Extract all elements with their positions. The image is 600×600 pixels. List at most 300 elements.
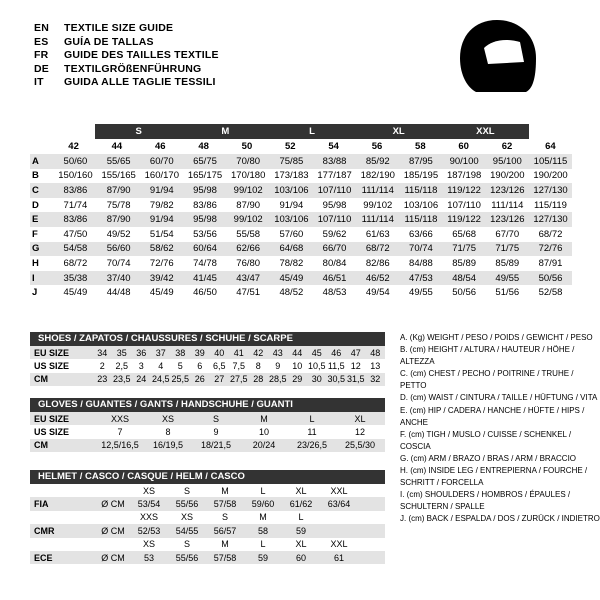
table-cell: M: [259, 512, 267, 523]
table-cell: 63/66: [409, 228, 433, 240]
table-cell: S: [183, 539, 190, 550]
table-cell: XXL: [330, 539, 348, 550]
table-cell: 50/56: [452, 287, 477, 299]
legend-item: B. (cm) HEIGHT / ALTURA / HAUTEUR / HÖHE / ALTEZZA: [400, 345, 575, 367]
language-text: GUIDA ALLE TAGLIE TESSILI: [64, 76, 216, 89]
table-cell: 95/98: [193, 214, 217, 226]
table-cell: 177/187: [317, 170, 352, 182]
table-row: [30, 524, 385, 537]
legend-item: E. (cm) HIP / CADERA / HANCHE / HÜFTE / HIPS / ANCHE: [400, 405, 585, 427]
row-label: ECE: [34, 552, 53, 563]
table-cell: 3: [138, 361, 144, 372]
table-row: [30, 198, 572, 213]
table-cell: 57/58: [213, 552, 237, 563]
shoes-title: SHOES / ZAPATOS / CHAUSSURES / SCHUHE / SCARPE: [30, 332, 385, 346]
table-cell: 44/48: [106, 287, 131, 299]
table-cell: 119/122: [447, 214, 481, 226]
column-header: M: [221, 485, 229, 496]
table-cell: 68/72: [365, 243, 390, 255]
table-cell: 55/56: [175, 499, 199, 510]
table-cell: M: [221, 539, 229, 550]
table-cell: [320, 512, 358, 522]
table-cell: 11,5: [327, 361, 345, 372]
legend-item: F. (cm) TIGH / MUSLO / CUISSE / SCHENKEL / COSCIA: [400, 429, 572, 451]
row-key: I: [32, 272, 35, 284]
table-cell: 35: [116, 347, 127, 358]
table-cell: L: [260, 539, 266, 550]
gloves-table: [30, 398, 385, 452]
language-code: ES: [34, 35, 49, 48]
legend-item: SCHULTERN / SPALLE: [400, 502, 485, 512]
legend-item: D. (cm) WAIST / CINTURA / TAILLE / HÜFTUNG / VITA: [400, 393, 598, 403]
table-cell: 85/89: [452, 257, 477, 269]
table-cell: 27: [214, 374, 225, 385]
table-cell: 43/47: [236, 272, 261, 284]
table-cell: 39/42: [149, 272, 174, 284]
language-row: [34, 63, 374, 77]
table-cell: 13: [370, 361, 381, 372]
table-cell: 5: [177, 361, 183, 372]
table-cell: 23: [97, 374, 108, 385]
table-cell: 79/82: [149, 199, 174, 211]
table-cell: 95/100: [492, 155, 522, 167]
language-code: FR: [34, 49, 49, 62]
table-row: [30, 271, 572, 286]
size-group: S: [95, 124, 182, 139]
table-cell: 58: [257, 525, 268, 536]
row-label: CMR: [34, 525, 55, 536]
table-cell: 115/118: [404, 214, 438, 226]
table-row: [30, 227, 572, 242]
table-cell: 150/160: [58, 170, 93, 182]
table-cell: 72/76: [149, 257, 174, 269]
helmet-title: HELMET / CASCO / CASQUE / HELM / CASCO: [30, 470, 385, 484]
table-cell: 45/49: [149, 287, 174, 299]
group-band: [30, 124, 572, 139]
column-header: XS: [142, 485, 155, 496]
table-cell: 47/50: [63, 228, 88, 240]
table-cell: S: [221, 512, 228, 523]
table-cell: 68/72: [63, 257, 88, 269]
legend-item: H. (cm) INSIDE LEG / ENTREPIERNA / FOURCHE /: [400, 466, 588, 476]
table-cell: 24,5: [151, 374, 170, 385]
table-cell: 70/74: [409, 243, 433, 255]
row-label: EU SIZE: [34, 413, 70, 424]
table-cell: 65/68: [452, 228, 477, 240]
table-cell: 35/38: [63, 272, 88, 284]
size-group: M: [182, 124, 269, 139]
table-cell: 95/98: [193, 184, 217, 196]
table-cell: XL: [295, 539, 307, 550]
table-cell: 59: [257, 552, 268, 563]
table-cell: 87/91: [538, 257, 563, 269]
table-cell: 123/126: [490, 184, 525, 196]
table-cell: 49/52: [106, 228, 131, 240]
table-row: [30, 439, 385, 452]
gloves-title: GLOVES / GUANTES / GANTS / HANDSCHUHE / GUANTI: [30, 398, 385, 412]
table-cell: 87/90: [236, 199, 261, 211]
row-label: CM: [34, 374, 48, 385]
table-cell: 46/50: [193, 287, 217, 299]
table-cell: 34: [97, 347, 108, 358]
row-key: J: [32, 287, 38, 299]
table-cell: 87/90: [106, 214, 131, 226]
table-cell: 10: [292, 361, 303, 372]
table-row: [30, 511, 385, 524]
row-label: US SIZE: [34, 361, 70, 372]
helmet-table: [30, 470, 385, 564]
table-cell: 59/62: [322, 228, 347, 240]
table-cell: 53/56: [193, 228, 217, 240]
row-key: E: [32, 214, 39, 226]
table-cell: 6,5: [212, 361, 226, 372]
table-cell: 83/86: [63, 184, 88, 196]
table-cell: 46/51: [322, 272, 347, 284]
legend-item: A. (Kg) WEIGHT / PESO / POIDS / GEWICHT / PESO: [400, 333, 593, 342]
row-key: G: [32, 243, 40, 255]
table-cell: 61/63: [365, 228, 390, 240]
table-cell: 173/183: [274, 170, 309, 182]
table-row: [30, 285, 572, 300]
table-cell: 70/74: [106, 257, 131, 269]
shoes-rows: [30, 346, 385, 386]
table-row: [30, 551, 385, 564]
row-key: F: [32, 228, 38, 240]
table-cell: 99/102: [363, 199, 393, 211]
table-cell: 28,5: [268, 374, 287, 385]
table-cell: 185/195: [403, 170, 439, 182]
row-key: C: [32, 184, 39, 196]
numeric-band: [30, 139, 572, 154]
table-cell: 119/122: [447, 184, 481, 196]
helmet-header-row: [30, 484, 385, 497]
table-cell: 61: [333, 552, 344, 563]
table-cell: 48: [370, 347, 381, 358]
table-cell: 47/51: [236, 287, 261, 299]
table-cell: 31,5: [346, 374, 365, 385]
table-cell: 63/64: [327, 499, 351, 510]
table-cell: 12: [354, 427, 365, 438]
language-text: GUIDE DES TAILLES TEXTILE: [64, 49, 219, 62]
table-cell: 32: [370, 374, 381, 385]
table-cell: 16/19,5: [152, 440, 184, 451]
shoes-table: [30, 332, 385, 386]
table-cell: 87/90: [106, 184, 131, 196]
language-text: TEXTILE SIZE GUIDE: [64, 22, 174, 34]
table-cell: 7,5: [232, 361, 245, 372]
table-cell: 111/114: [361, 214, 394, 226]
table-cell: 160/170: [144, 170, 179, 182]
measurement-legend: [400, 332, 600, 526]
table-cell: 71/74: [63, 199, 88, 211]
table-cell: 54/58: [63, 243, 88, 255]
table-cell: S: [212, 413, 219, 424]
column-header: XXL: [330, 485, 348, 496]
table-cell: 75/85: [279, 155, 304, 167]
table-cell: 27,5: [229, 374, 248, 385]
table-cell: 46: [331, 347, 342, 358]
table-cell: 51/54: [149, 228, 174, 240]
language-row: [34, 49, 374, 63]
table-cell: 115/118: [404, 184, 438, 196]
table-cell: 23/26,5: [296, 440, 328, 451]
table-cell: 85/92: [365, 155, 390, 167]
language-code: EN: [34, 22, 49, 34]
table-cell: 85/89: [495, 257, 520, 269]
table-cell: 7: [117, 427, 123, 438]
table-cell: 10: [258, 427, 269, 438]
table-cell: 103/106: [403, 199, 439, 211]
row-key: B: [32, 170, 39, 182]
size-group: XL: [355, 124, 442, 139]
table-cell: 123/126: [490, 214, 525, 226]
language-text: TEXTILGRÖßENFÜHRUNG: [64, 62, 202, 75]
table-cell: 103/106: [274, 214, 309, 226]
table-cell: 8: [255, 361, 261, 372]
table-cell: 107/110: [447, 199, 481, 211]
table-row: [30, 412, 385, 425]
table-cell: 57/58: [213, 499, 237, 510]
table-cell: 107/110: [317, 214, 352, 226]
table-cell: 4: [158, 361, 164, 372]
table-row: [30, 346, 385, 359]
table-cell: 105/115: [533, 155, 568, 167]
table-cell: 43: [272, 347, 283, 358]
row-key: H: [32, 257, 39, 269]
language-list: [34, 22, 374, 90]
helmet-icon: [454, 18, 540, 96]
legend-item: G. (cm) ARM / BRAZO / BRAS / ARM / BRACCIO: [400, 453, 577, 463]
language-text: GUÍA DE TALLAS: [64, 35, 154, 48]
table-cell: 38: [175, 347, 186, 358]
table-cell: 2,5: [115, 361, 128, 372]
table-cell: 103/106: [274, 184, 309, 196]
table-cell: 71/75: [452, 243, 477, 255]
table-row: [30, 373, 385, 386]
size-group: L: [269, 124, 356, 139]
table-cell: 91/94: [149, 214, 174, 226]
table-row: [30, 212, 572, 227]
table-cell: 83/86: [63, 214, 88, 226]
table-cell: 46/52: [365, 272, 390, 284]
table-cell: 26: [194, 374, 205, 385]
table-cell: 75/78: [106, 199, 131, 211]
table-cell: 67/70: [495, 228, 520, 240]
table-cell: XXS: [110, 413, 129, 424]
size-number: 64: [545, 141, 556, 152]
table-cell: 49/55: [495, 272, 520, 284]
table-cell: 84/88: [409, 257, 433, 269]
table-cell: 55/56: [175, 552, 199, 563]
column-header: L: [260, 485, 266, 496]
table-cell: 83/88: [322, 155, 347, 167]
table-cell: 2: [99, 361, 105, 372]
table-cell: 53: [143, 552, 154, 563]
table-cell: [320, 526, 358, 536]
legend-item: I. (cm) SHOULDERS / HOMBROS / ÉPAULES /: [400, 490, 571, 500]
table-cell: 74/78: [193, 257, 217, 269]
size-number: 50: [241, 141, 253, 152]
table-cell: M: [260, 413, 268, 424]
table-cell: 91/94: [279, 199, 304, 211]
table-cell: 127/130: [533, 214, 568, 226]
table-cell: 11: [307, 427, 317, 438]
table-cell: 76/80: [236, 257, 261, 269]
table-cell: 41: [233, 347, 244, 358]
table-cell: 83/86: [193, 199, 217, 211]
row-unit: Ø CM: [101, 552, 125, 563]
table-cell: 12: [350, 361, 361, 372]
language-row: [34, 76, 374, 90]
table-cell: 48/53: [322, 287, 347, 299]
table-cell: L: [298, 512, 304, 523]
language-row: [34, 22, 374, 36]
table-cell: 40: [214, 347, 225, 358]
size-number: 46: [154, 141, 166, 152]
column-header: S: [183, 485, 190, 496]
table-cell: XS: [142, 539, 155, 550]
row-key: A: [32, 155, 39, 167]
table-cell: 187/198: [446, 170, 482, 182]
row-label: US SIZE: [34, 427, 70, 438]
table-cell: 62/66: [236, 243, 261, 255]
table-cell: 99/102: [233, 214, 263, 226]
table-cell: 9: [213, 427, 219, 438]
table-cell: 182/190: [360, 170, 395, 182]
row-unit: Ø CM: [101, 525, 125, 536]
table-cell: 36: [136, 347, 147, 358]
table-cell: 190/200: [533, 170, 568, 182]
row-label: CM: [34, 440, 48, 451]
column-header: XL: [295, 485, 307, 496]
table-cell: 41/45: [193, 272, 217, 284]
table-cell: 37/40: [106, 272, 131, 284]
table-row: [30, 169, 572, 184]
table-row: [30, 497, 385, 510]
size-number: 58: [415, 141, 426, 152]
size-group: XXL: [442, 124, 529, 139]
size-number: 60: [458, 141, 469, 152]
table-cell: 47/53: [409, 272, 433, 284]
table-cell: 50/56: [538, 272, 563, 284]
table-cell: 23,5: [112, 374, 131, 385]
size-number: 56: [371, 141, 383, 152]
table-cell: 48/54: [452, 272, 477, 284]
table-cell: 59: [295, 525, 306, 536]
table-cell: 30,5: [327, 374, 346, 385]
table-cell: 59/60: [251, 499, 275, 510]
table-cell: 165/175: [187, 170, 223, 182]
table-cell: 55/58: [236, 228, 261, 240]
size-number: 42: [68, 141, 79, 152]
table-row: [30, 538, 385, 551]
legend-item: SCHRITT / FORCELLA: [400, 478, 484, 488]
table-cell: XL: [354, 413, 366, 424]
table-cell: 6: [197, 361, 203, 372]
table-cell: 65/75: [193, 155, 217, 167]
table-cell: 20/24: [252, 440, 276, 451]
table-cell: 53/54: [137, 499, 161, 510]
language-code: DE: [34, 62, 49, 75]
size-number: 62: [501, 141, 513, 152]
table-cell: 111/114: [361, 184, 394, 196]
textile-size-table: [30, 124, 572, 300]
table-cell: 49/55: [409, 287, 433, 299]
table-cell: 66/70: [322, 243, 347, 255]
table-cell: 54/55: [175, 525, 199, 536]
table-cell: 51/56: [495, 287, 520, 299]
size-number: 44: [111, 141, 123, 152]
table-cell: 107/110: [317, 184, 352, 196]
table-cell: L: [309, 413, 315, 424]
table-cell: 24: [136, 374, 147, 385]
table-cell: 42: [253, 347, 264, 358]
table-cell: 52/58: [538, 287, 563, 299]
table-cell: 25,5/30: [344, 440, 376, 451]
table-cell: 56/57: [213, 525, 237, 536]
table-cell: 70/80: [236, 155, 261, 167]
table-row: [30, 256, 572, 271]
table-cell: 170/180: [231, 170, 266, 182]
table-cell: 60/70: [149, 155, 174, 167]
table-cell: 48/52: [279, 287, 304, 299]
row-key: D: [32, 199, 39, 211]
table-cell: XS: [161, 413, 174, 424]
table-cell: 47: [350, 347, 361, 358]
table-cell: 8: [165, 427, 171, 438]
table-cell: 71/75: [495, 243, 520, 255]
language-row: [34, 36, 374, 50]
legend-item: C. (cm) CHEST / PECHO / POITRINE / TRUHE / PETTO: [400, 369, 574, 391]
row-unit: Ø CM: [101, 499, 125, 510]
table-cell: 45/49: [279, 272, 304, 284]
table-cell: 50/60: [63, 155, 88, 167]
size-number: 48: [198, 141, 209, 152]
table-cell: 99/102: [233, 184, 263, 196]
table-cell: 57/60: [279, 228, 304, 240]
table-row: [30, 359, 385, 372]
legend-item: J. (cm) BACK / ESPALDA / DOS / ZURÜCK / INDIETRO: [400, 514, 600, 524]
table-cell: 91/94: [149, 184, 174, 196]
table-cell: XS: [180, 512, 193, 523]
table-cell: 68/72: [538, 228, 563, 240]
table-row: [30, 183, 572, 198]
table-cell: 44: [292, 347, 303, 358]
size-number: 52: [285, 141, 296, 152]
size-number: 54: [328, 141, 339, 152]
language-code: IT: [34, 76, 44, 89]
table-cell: 115/119: [534, 199, 567, 211]
table-cell: 58/62: [149, 243, 174, 255]
row-label: EU SIZE: [34, 347, 70, 358]
table-cell: 52/53: [137, 525, 161, 536]
table-cell: 39: [194, 347, 205, 358]
table-cell: 95/98: [322, 199, 347, 211]
table-cell: 45/49: [63, 287, 88, 299]
table-cell: 12,5/16,5: [101, 440, 139, 451]
table-row: [30, 154, 572, 169]
table-cell: 60: [295, 552, 306, 563]
table-cell: 60/64: [193, 243, 217, 255]
table-cell: 18/21,5: [200, 440, 232, 451]
table-cell: 61/62: [289, 499, 313, 510]
table-row: [30, 242, 572, 257]
table-cell: 29: [292, 374, 303, 385]
table-cell: 49/54: [365, 287, 390, 299]
table-cell: 111/114: [491, 199, 524, 211]
table-cell: 87/95: [409, 155, 433, 167]
table-cell: 190/200: [490, 170, 525, 182]
